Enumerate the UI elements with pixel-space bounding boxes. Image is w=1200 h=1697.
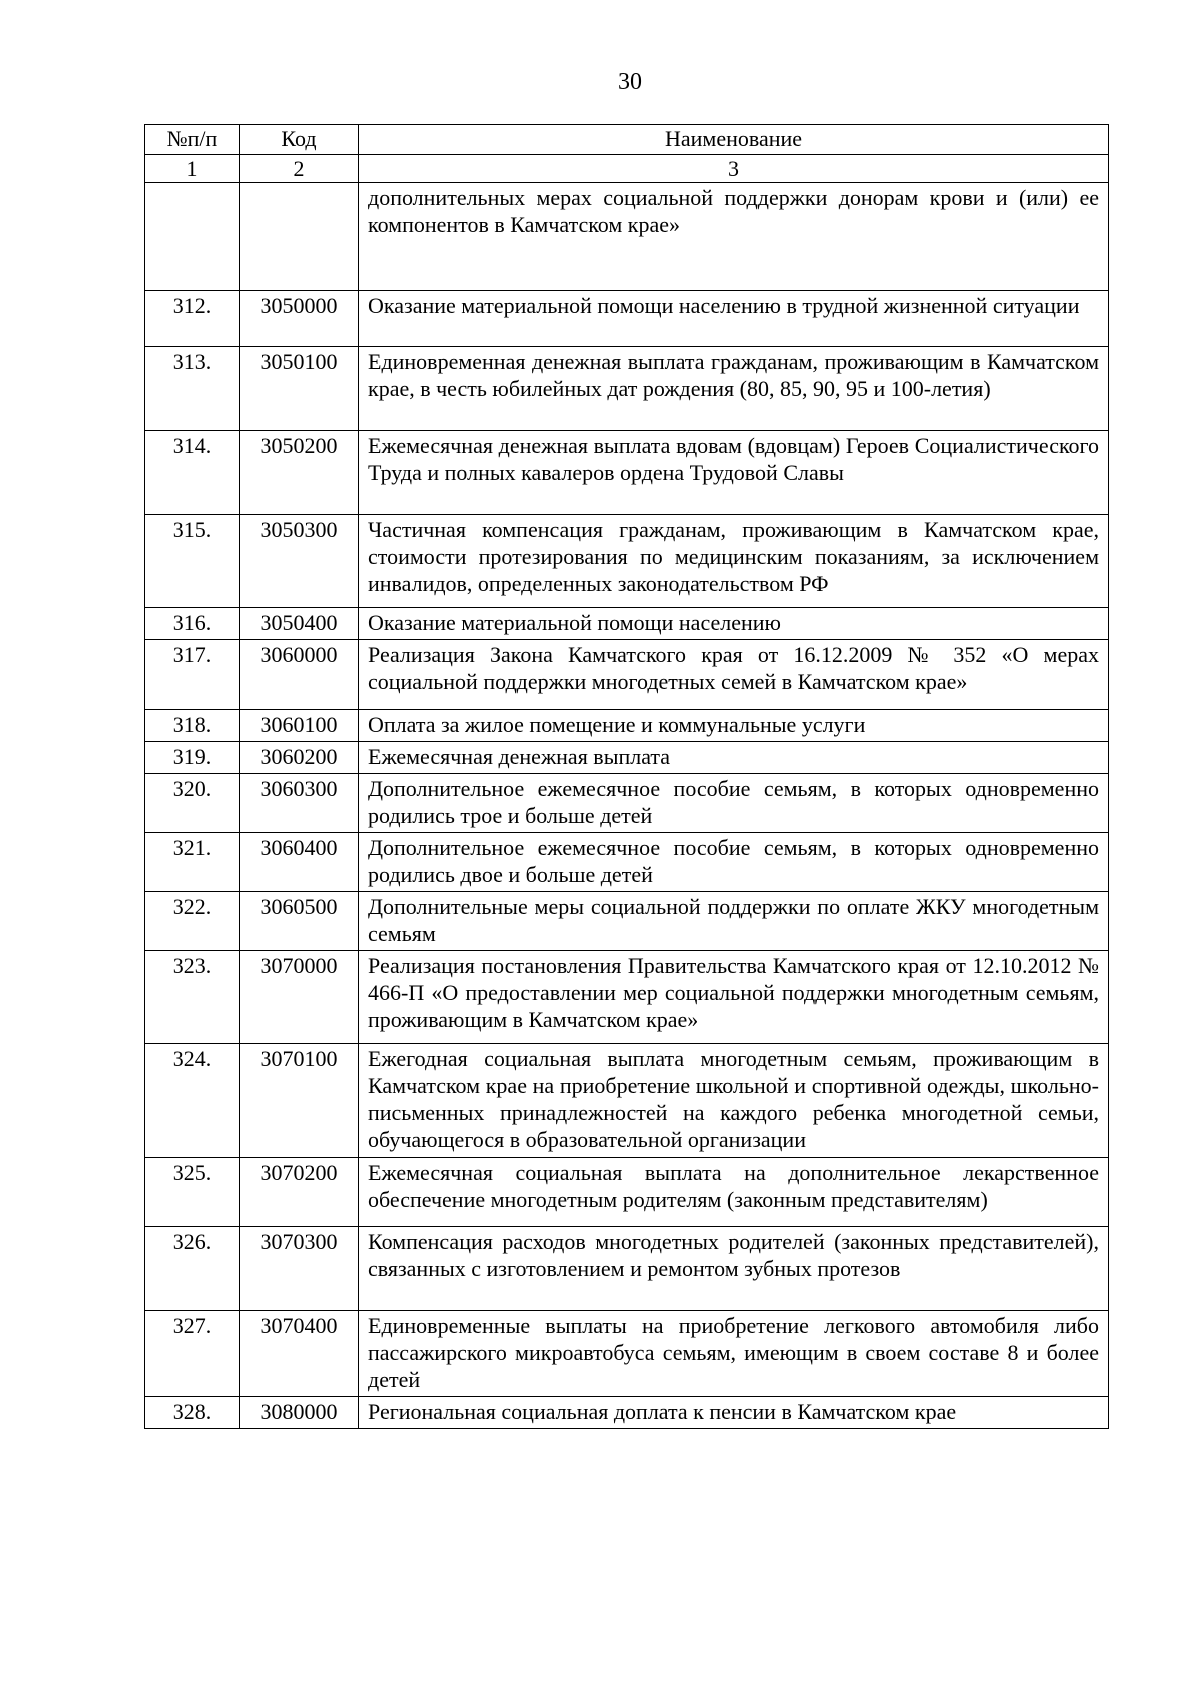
table-row xyxy=(145,710,1109,742)
row-num: 312. xyxy=(145,291,240,347)
row-num: 322. xyxy=(145,892,240,951)
row-code: 3070400 xyxy=(240,1311,359,1397)
table-row xyxy=(145,1397,1109,1429)
table-row xyxy=(145,1158,1109,1227)
row-name: Реализация Закона Камчатского края от 16.12.2009 № 352 «О мерах социальной поддержки многодетных семей в Камчатском крае» xyxy=(359,640,1109,710)
table-row xyxy=(145,774,1109,833)
table-row xyxy=(145,1311,1109,1397)
row-num: 327. xyxy=(145,1311,240,1397)
table-row xyxy=(145,291,1109,347)
row-code: 3070300 xyxy=(240,1227,359,1311)
header-num: №п/п xyxy=(145,125,240,155)
row-code: 3070200 xyxy=(240,1158,359,1227)
row-name: Дополнительное ежемесячное пособие семьям, в которых одновременно родились двое и больше детей xyxy=(359,833,1109,892)
row-name: Ежемесячная денежная выплата xyxy=(359,742,1109,774)
header-code: Код xyxy=(240,125,359,155)
row-name: Дополнительные меры социальной поддержки по оплате ЖКУ многодетным семьям xyxy=(359,892,1109,951)
row-code xyxy=(240,183,359,291)
row-name: Частичная компенсация гражданам, проживающим в Камчатском крае, стоимости протезирования по медицинским показаниям, за исключением инвалидов, определенных законодательством РФ xyxy=(359,515,1109,608)
row-num: 323. xyxy=(145,951,240,1044)
column-numbers-row xyxy=(145,155,1109,183)
page-number: 30 xyxy=(618,69,642,95)
row-code: 3050100 xyxy=(240,347,359,431)
row-name: Ежемесячная социальная выплата на дополнительное лекарственное обеспечение многодетным родителям (законным представителям) xyxy=(359,1158,1109,1227)
row-code: 3060300 xyxy=(240,774,359,833)
row-name: дополнительных мерах социальной поддержки донорам крови и (или) ее компонентов в Камчатском крае» xyxy=(359,183,1109,291)
table-row xyxy=(145,431,1109,515)
row-num: 316. xyxy=(145,608,240,640)
row-code: 3050400 xyxy=(240,608,359,640)
row-code: 3070100 xyxy=(240,1044,359,1158)
row-num: 319. xyxy=(145,742,240,774)
row-num: 328. xyxy=(145,1397,240,1429)
table-row xyxy=(145,640,1109,710)
row-code: 3060000 xyxy=(240,640,359,710)
row-name: Ежемесячная денежная выплата вдовам (вдовцам) Героев Социалистического Труда и полных кавалеров ордена Трудовой Славы xyxy=(359,431,1109,515)
classification-table xyxy=(144,124,1109,1429)
row-name: Оказание материальной помощи населению в трудной жизненной ситуации xyxy=(359,291,1109,347)
table-row xyxy=(145,608,1109,640)
row-name: Региональная социальная доплата к пенсии в Камчатском крае xyxy=(359,1397,1109,1429)
column-number: 1 xyxy=(145,155,240,183)
row-num xyxy=(145,183,240,291)
table-row xyxy=(145,183,1109,291)
table-row xyxy=(145,1227,1109,1311)
table-row xyxy=(145,347,1109,431)
table-header-row xyxy=(145,125,1109,155)
row-num: 321. xyxy=(145,833,240,892)
row-code: 3080000 xyxy=(240,1397,359,1429)
row-name: Оказание материальной помощи населению xyxy=(359,608,1109,640)
table-row xyxy=(145,892,1109,951)
row-name: Компенсация расходов многодетных родителей (законных представителей), связанных с изготовлением и ремонтом зубных протезов xyxy=(359,1227,1109,1311)
row-name: Реализация постановления Правительства Камчатского края от 12.10.2012 № 466-П «О предоставлении мер социальной поддержки многодетным семьям, проживающим в Камчатском крае» xyxy=(359,951,1109,1044)
table-row xyxy=(145,742,1109,774)
row-code: 3050200 xyxy=(240,431,359,515)
row-num: 324. xyxy=(145,1044,240,1158)
row-code: 3050000 xyxy=(240,291,359,347)
row-name: Единовременная денежная выплата гражданам, проживающим в Камчатском крае, в честь юбилейных дат рождения (80, 85, 90, 95 и 100-летия) xyxy=(359,347,1109,431)
row-name: Ежегодная социальная выплата многодетным семьям, проживающим в Камчатском крае на приобретение школьной и спортивной одежды, школьно- письменных принадлежностей на каждого ребенка многодетной семьи, обучающегося в образовательной организации xyxy=(359,1044,1109,1158)
row-num: 317. xyxy=(145,640,240,710)
row-code: 3060100 xyxy=(240,710,359,742)
row-code: 3060500 xyxy=(240,892,359,951)
row-num: 320. xyxy=(145,774,240,833)
row-num: 313. xyxy=(145,347,240,431)
table-row xyxy=(145,951,1109,1044)
row-code: 3070000 xyxy=(240,951,359,1044)
column-number: 3 xyxy=(359,155,1109,183)
row-code: 3060200 xyxy=(240,742,359,774)
header-name: Наименование xyxy=(359,125,1109,155)
row-num: 315. xyxy=(145,515,240,608)
row-code: 3060400 xyxy=(240,833,359,892)
table-row xyxy=(145,833,1109,892)
row-num: 318. xyxy=(145,710,240,742)
table-row xyxy=(145,1044,1109,1158)
row-name: Дополнительное ежемесячное пособие семьям, в которых одновременно родились трое и больше детей xyxy=(359,774,1109,833)
column-number: 2 xyxy=(240,155,359,183)
row-name: Оплата за жилое помещение и коммунальные услуги xyxy=(359,710,1109,742)
row-name: Единовременные выплаты на приобретение легкового автомобиля либо пассажирского микроавтобуса семьям, имеющим в своем составе 8 и более детей xyxy=(359,1311,1109,1397)
row-num: 314. xyxy=(145,431,240,515)
row-num: 326. xyxy=(145,1227,240,1311)
table-row xyxy=(145,515,1109,608)
row-num: 325. xyxy=(145,1158,240,1227)
row-code: 3050300 xyxy=(240,515,359,608)
